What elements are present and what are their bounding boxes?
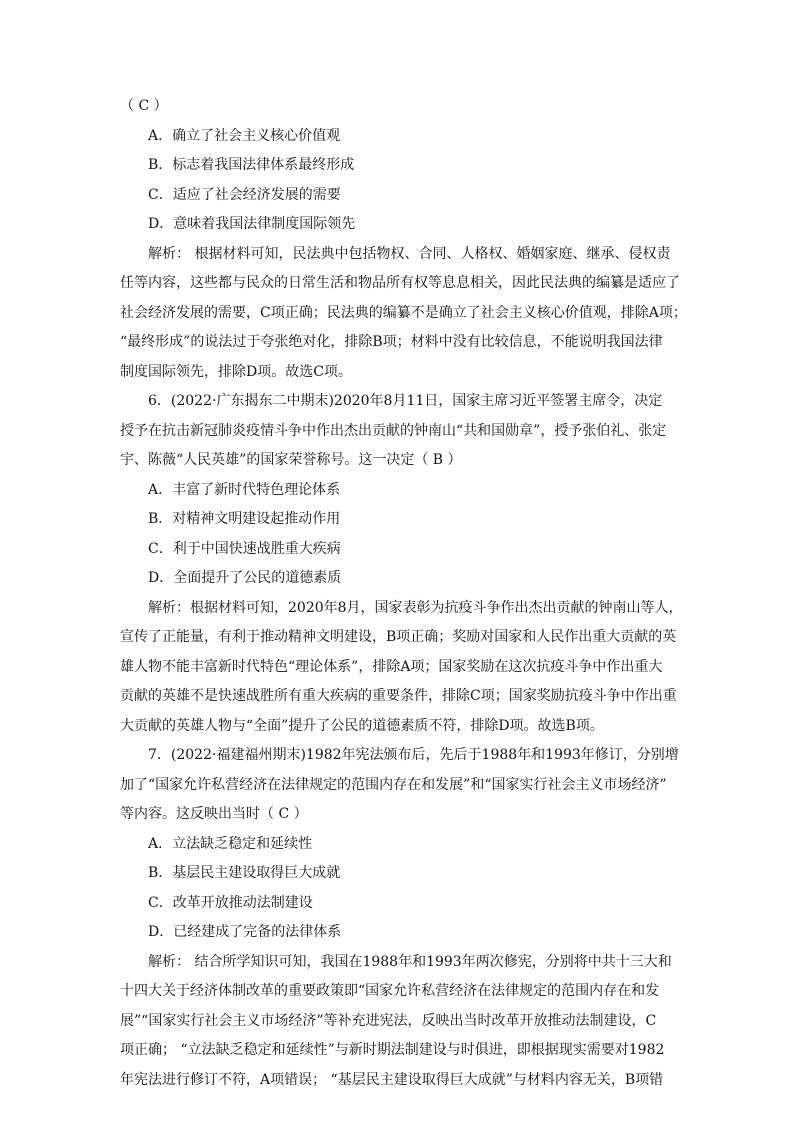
- q6-analysis-line: 解析：根据材料可知，2020年8月，国家表彰为抗疫斗争作出杰出贡献的钟南山等人，: [148, 599, 683, 616]
- q6-stem-line: 宇、陈薇“人民英雄”的国家荣誉称号。这一决定（ B ）: [120, 452, 462, 468]
- q6-analysis-line: 大贡献的英雄人物与“全面”提升了公民的道德素质不符，排除D项。故选B项。: [120, 717, 604, 734]
- q5-analysis-line: 任等内容，这些都与民众的日常生活和物品所有权等息息相关，因此民法典的编纂是适应了: [120, 275, 680, 291]
- q7-analysis-line: 年宪法进行修订不符，A项错误； “基层民主建设取得巨大成就”与材料内容无关，B项错: [120, 1071, 664, 1088]
- q7-analysis: [120, 948, 675, 1096]
- q5-analysis-line: 社会经济发展的需要，C项正确；民法典的编纂不是确立了社会主义核心价值观，排除A项；: [120, 304, 687, 321]
- q7-stem-line: 加了“国家允许私营经济在法律规定的范围内存在和发展”和“国家实行社会主义市场经济”: [120, 776, 667, 793]
- q7-options: [120, 830, 675, 948]
- q6-analysis: [120, 594, 683, 742]
- q7-option-b: B．基层民主建设取得巨大成就: [148, 865, 341, 881]
- q7-stem: [120, 741, 679, 830]
- q6-analysis-line: 雄人物不能丰富新时代特色“理论体系”，排除A项；国家奖励在这次抗疫斗争中作出重大: [120, 658, 663, 675]
- q5-option-d: D．意味着我国法律制度国际领先: [148, 216, 356, 232]
- q5-option-c: C．适应了社会经济发展的需要: [148, 186, 341, 203]
- q5-option-b: B．标志着我国法律体系最终形成: [148, 157, 355, 173]
- q5-answer-line: （ C ）: [120, 98, 168, 114]
- q7-analysis-line: 展”“国家实行社会主义市场经济”等补充进宪法，反映出当时改革开放推动法制建设，C: [120, 1012, 657, 1029]
- q7-option-c: C．改革开放推动法制建设: [148, 894, 313, 911]
- q7-analysis-line: 项正确； “立法缺乏稳定和延续性”与新时期法制建设与时俱进，即根据现实需要对1982: [120, 1042, 665, 1058]
- q5-analysis-line: 制度国际领先，排除D项。故选C项。: [120, 363, 352, 380]
- q6-option-a: A．丰富了新时代特色理论体系: [148, 481, 341, 498]
- q6-option-c: C．利于中国快速战胜重大疾病: [148, 540, 341, 557]
- q6-stem: [120, 387, 675, 476]
- q7-option-a: A．立法缺乏稳定和延续性: [148, 835, 313, 852]
- q5-analysis: [120, 240, 687, 388]
- q7-stem-line: 等内容。这反映出当时（ C ）: [120, 806, 308, 822]
- q5-analysis-line: 解析： 根据材料可知，民法典中包括物权、合同、人格权、婚姻家庭、继承、侵权责: [148, 245, 671, 262]
- q7-analysis-line: 解析： 结合所学知识可知，我国在1988年和1993年两次修宪，分别将中共十三大和: [148, 953, 672, 970]
- q6-analysis-line: 贡献的英雄不是快速战胜所有重大疾病的重要条件，排除C项；国家奖励抗疫斗争中作出重: [120, 688, 677, 704]
- q6-stem-line: 6．(2022·广东揭东二中期末)2020年8月11日，国家主席习近平签署主席令，决定: [148, 393, 663, 409]
- q5-options: [120, 122, 675, 240]
- q6-options: [120, 476, 675, 594]
- q5-analysis-line: “最终形成”的说法过于夸张绝对化，排除B项；材料中没有比较信息，不能说明我国法律: [120, 334, 663, 350]
- document-page: [120, 92, 687, 1095]
- q5-option-a: A．确立了社会主义核心价值观: [148, 127, 341, 144]
- q6-option-b: B．对精神文明建设起推动作用: [148, 511, 341, 527]
- q6-stem-line: 授予在抗击新冠肺炎疫情斗争中作出杰出贡献的钟南山“共和国勋章”，授予张伯礼、张定: [120, 422, 667, 439]
- q7-stem-line: 7．(2022·福建福州期末)1982年宪法颁布后，先后于1988年和1993年修订，分别增: [148, 747, 679, 763]
- q6-analysis-line: 宣传了正能量，有利于推动精神文明建设，B项正确；奖励对国家和人民作出重大贡献的英: [120, 629, 677, 645]
- q7-analysis-line: 十四大关于经济体制改革的重要政策即“国家允许私营经济在法律规定的范围内存在和发: [120, 983, 660, 999]
- q6-option-d: D．全面提升了公民的道德素质: [148, 570, 342, 586]
- q7-option-d: D．已经建成了完备的法律体系: [148, 924, 342, 940]
